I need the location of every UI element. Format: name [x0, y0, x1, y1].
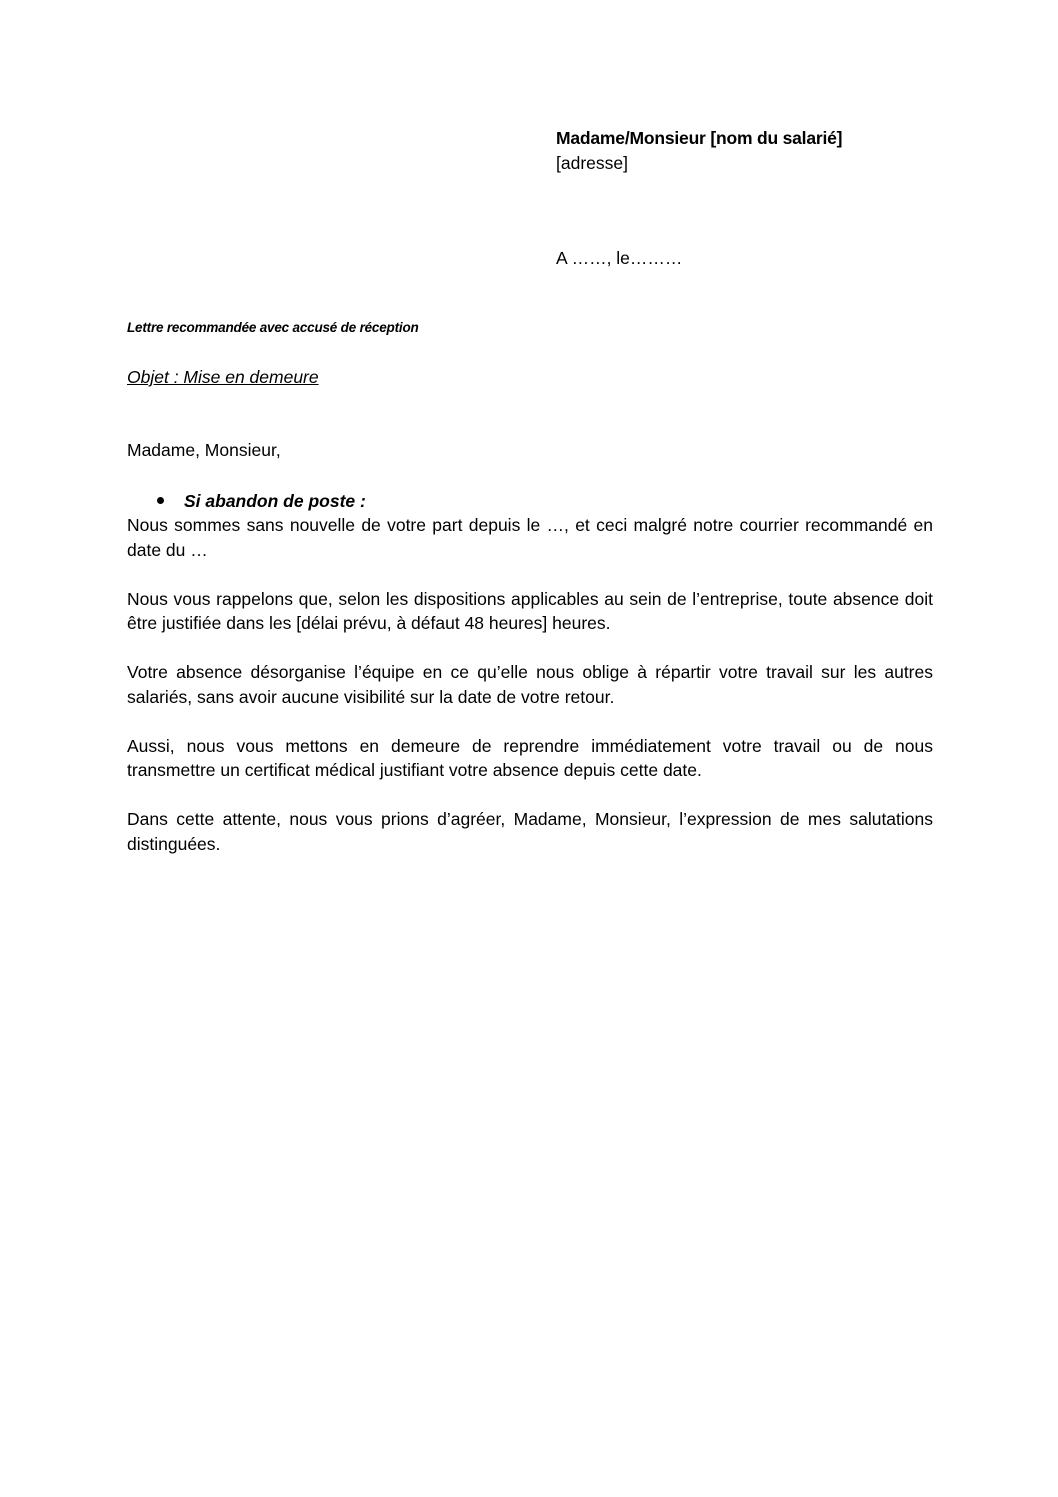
registered-mail-notice: Lettre recommandée avec accusé de réception — [127, 320, 419, 335]
letter-body — [127, 513, 933, 881]
bullet-item — [157, 489, 366, 514]
bullet-label: Si abandon de poste : — [184, 491, 366, 511]
body-paragraph: Nous vous rappelons que, selon les dispositions applicables au sein de l’entreprise, toute absence doit être justifiée dans les [délai prévu, à défaut 48 heures] heures. — [127, 588, 933, 633]
body-paragraph: Aussi, nous vous mettons en demeure de reprendre immédiatement votre travail ou de nous transmettre un certificat médical justifiant votre absence depuis cette date. — [127, 735, 933, 780]
bullet-icon — [157, 497, 164, 504]
recipient-block — [556, 126, 1016, 176]
body-paragraph: Dans cette attente, nous vous prions d’agréer, Madame, Monsieur, l’expression de mes salutations distinguées. — [127, 809, 933, 854]
recipient-name: Madame/Monsieur [nom du salarié] — [556, 128, 843, 148]
recipient-address: [adresse] — [556, 153, 628, 173]
letter-subject: Objet : Mise en demeure — [127, 367, 319, 387]
place-date: A ……, le……… — [556, 248, 683, 268]
body-paragraph: Nous sommes sans nouvelle de votre part depuis le …, et ceci malgré notre courrier recommandé en date du … — [127, 515, 933, 560]
salutation: Madame, Monsieur, — [127, 440, 281, 460]
body-paragraph: Votre absence désorganise l’équipe en ce qu’elle nous oblige à répartir votre travail sur les autres salariés, sans avoir aucune visibilité sur la date de votre retour. — [127, 662, 933, 707]
